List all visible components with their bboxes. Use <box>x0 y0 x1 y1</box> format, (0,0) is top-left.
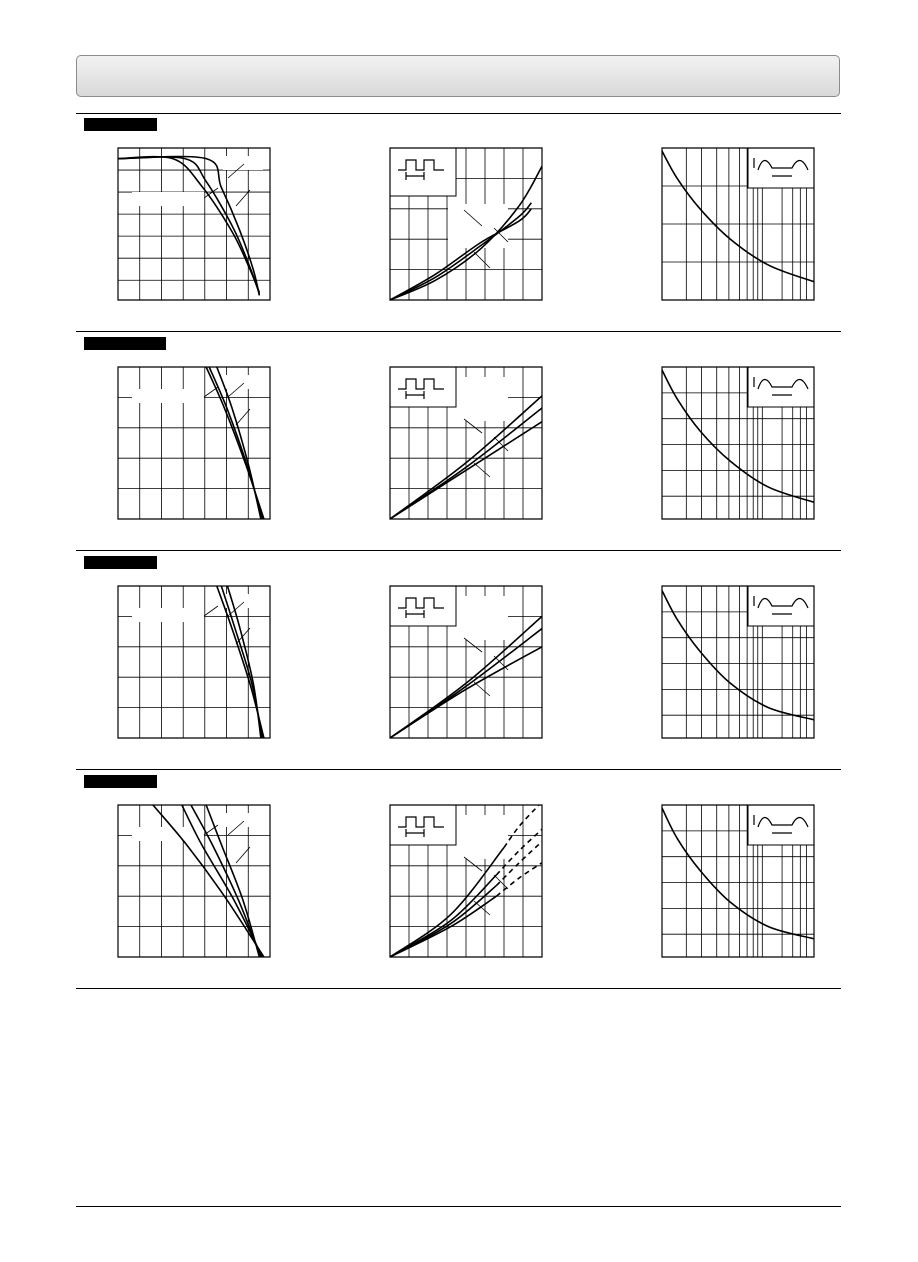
chart-r3-c2 <box>390 586 542 738</box>
pulse-inset <box>390 148 456 196</box>
series-3-curve <box>227 586 260 738</box>
inset-frame <box>390 586 456 626</box>
label-area <box>448 596 508 640</box>
label-area <box>223 594 263 608</box>
annotation-leader <box>474 463 490 477</box>
label-area <box>132 608 204 622</box>
label-area <box>223 375 263 389</box>
inset-frame <box>390 367 456 407</box>
inset-frame <box>390 805 456 845</box>
section-divider <box>76 113 841 114</box>
pulse-inset <box>390 367 456 407</box>
section-tab-2 <box>84 337 166 350</box>
label-area <box>223 156 263 170</box>
pulse-inset <box>390 586 456 626</box>
annotation-leader <box>464 638 482 652</box>
annotation-leader <box>464 857 482 871</box>
label-area <box>223 813 263 827</box>
annotation-leader <box>474 252 490 268</box>
pulse-inset <box>390 805 456 845</box>
section-divider <box>76 769 841 770</box>
label-area <box>448 204 508 248</box>
series-2-curve <box>390 875 496 957</box>
waveform-inset <box>748 805 814 845</box>
chart-r2-c3 <box>662 367 814 519</box>
chart-r1-c1 <box>118 148 270 300</box>
series-1-extension <box>504 805 539 848</box>
footer-rule <box>76 1206 841 1207</box>
chart-r4-c3 <box>662 805 814 957</box>
chart-r1-c2 <box>390 148 542 300</box>
section-divider <box>76 331 841 332</box>
page-header-bar <box>76 55 840 97</box>
inset-frame <box>390 148 456 196</box>
label-area <box>448 377 508 421</box>
waveform-inset <box>748 148 814 188</box>
section-divider <box>76 550 841 551</box>
chart-r2-c2 <box>390 367 542 519</box>
annotation-leader <box>474 682 490 696</box>
annotation-leader <box>204 387 218 397</box>
annotation-leader <box>464 419 482 433</box>
waveform-inset <box>748 367 814 407</box>
section-tab-4 <box>84 775 157 788</box>
chart-r3-c3 <box>662 586 814 738</box>
chart-r2-c1 <box>118 367 270 519</box>
section-tab-1 <box>84 118 157 131</box>
chart-r4-c2 <box>390 805 542 957</box>
annotation-leader <box>204 606 218 616</box>
section-tab-3 <box>84 556 157 569</box>
series-3-curve <box>118 157 259 296</box>
label-area <box>132 192 204 206</box>
chart-r1-c3 <box>662 148 814 300</box>
waveform-inset <box>748 586 814 626</box>
label-area <box>132 389 204 403</box>
section-divider <box>76 988 841 989</box>
series-1-curve <box>217 586 264 738</box>
label-area <box>448 815 508 859</box>
chart-r3-c1 <box>118 586 270 738</box>
series-2-curve <box>221 586 262 738</box>
chart-r4-c1 <box>118 805 270 957</box>
plot-frame <box>118 148 270 300</box>
